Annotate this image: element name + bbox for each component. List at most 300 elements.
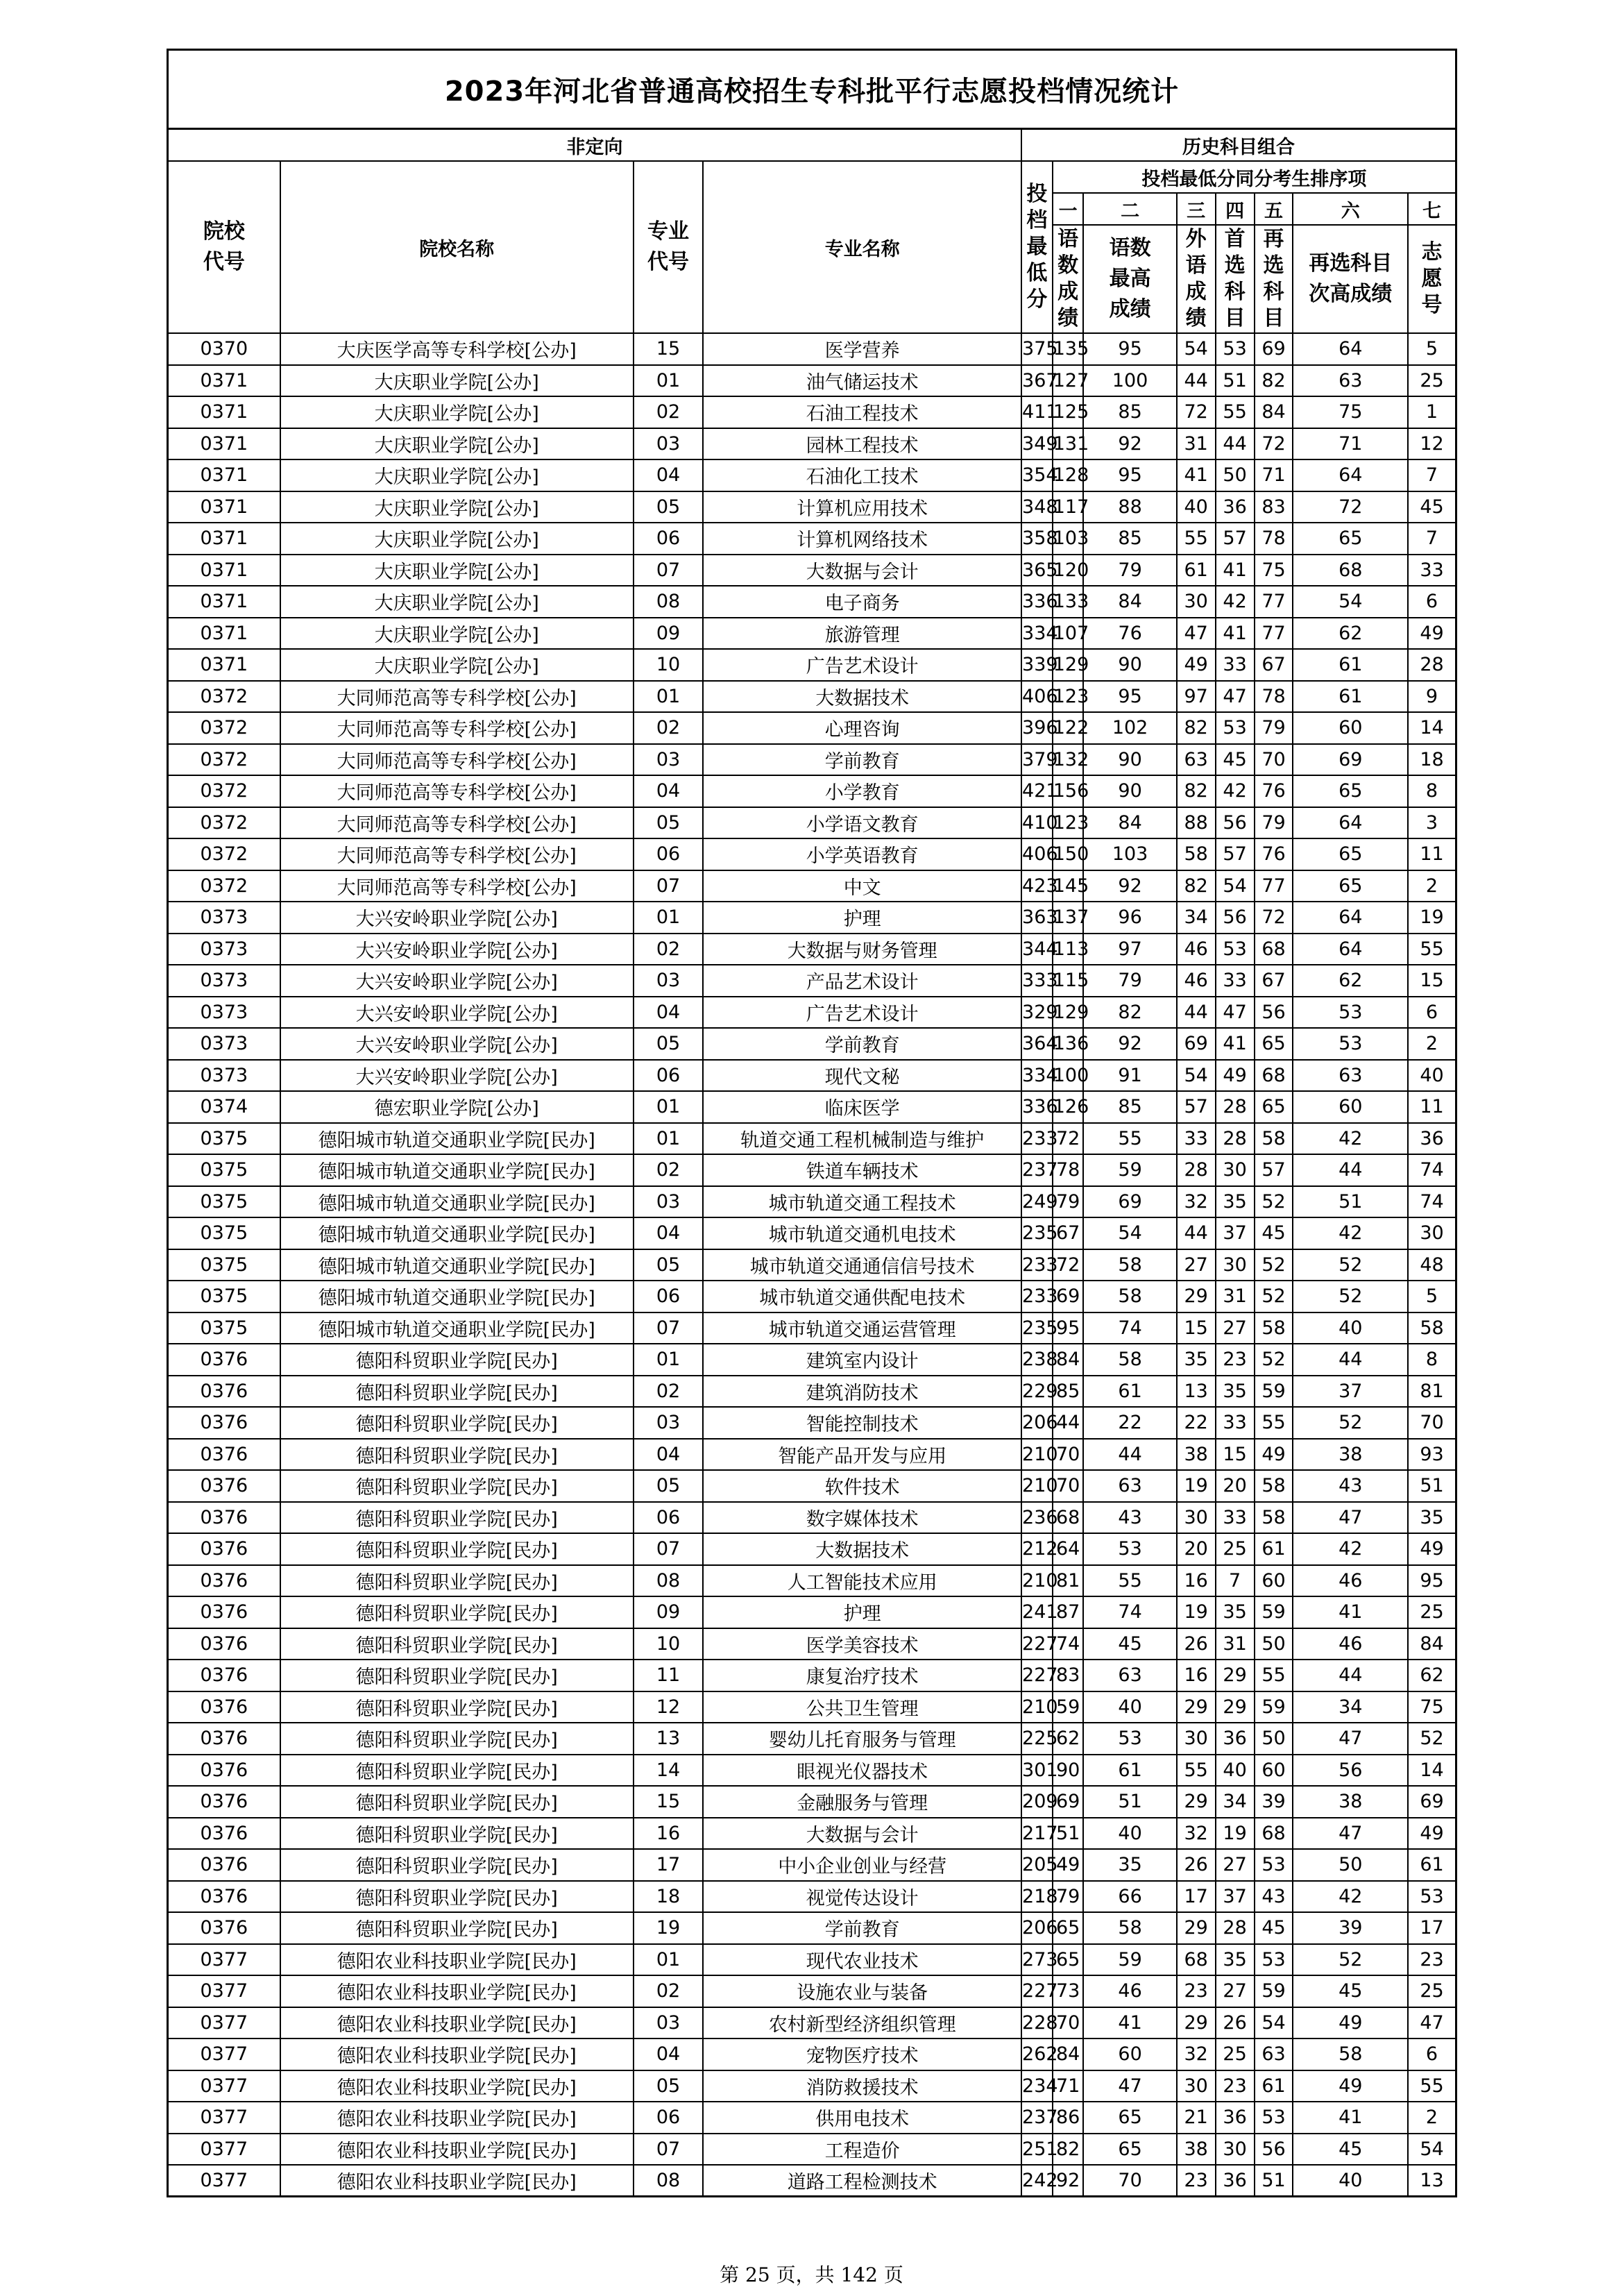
table-row (168, 365, 1456, 397)
cell-min-score: 212 (1021, 1533, 1053, 1565)
cell-rank-2: 53 (1083, 1533, 1176, 1565)
cell-min-score: 301 (1021, 1755, 1053, 1787)
cell-rank-5: 45 (1255, 1217, 1293, 1249)
cell-school-code: 0376 (168, 1502, 280, 1534)
cell-rank-5: 52 (1255, 1186, 1293, 1218)
cell-major-code: 01 (634, 1123, 704, 1155)
cell-rank-7: 33 (1408, 555, 1456, 586)
cell-rank-5: 58 (1255, 1312, 1293, 1344)
cell-major-code: 04 (634, 1439, 704, 1471)
cell-major-name: 眼视光仪器技术 (703, 1755, 1021, 1787)
table-row (168, 1470, 1456, 1502)
cell-rank-4: 41 (1216, 555, 1255, 586)
cell-rank-7: 49 (1408, 618, 1456, 650)
cell-rank-4: 42 (1216, 775, 1255, 807)
cell-rank-7: 49 (1408, 1818, 1456, 1850)
cell-rank-1: 64 (1053, 1533, 1084, 1565)
cell-major-code: 10 (634, 1628, 704, 1660)
cell-school-name: 德阳科贸职业学院[民办] (280, 1628, 634, 1660)
cell-rank-6: 34 (1293, 1691, 1408, 1723)
cell-rank-3: 88 (1177, 807, 1216, 839)
cell-rank-4: 31 (1216, 1281, 1255, 1312)
cell-rank-4: 49 (1216, 1060, 1255, 1092)
table-row (168, 1533, 1456, 1565)
cell-rank-6: 46 (1293, 1565, 1408, 1597)
cell-major-name: 园林工程技术 (703, 428, 1021, 460)
cell-major-code: 15 (634, 1786, 704, 1818)
cell-rank-1: 70 (1053, 1439, 1084, 1471)
cell-major-code: 19 (634, 1912, 704, 1944)
cell-rank-3: 15 (1177, 1312, 1216, 1344)
cell-rank-4: 27 (1216, 1849, 1255, 1881)
cell-rank-3: 32 (1177, 1186, 1216, 1218)
cell-major-name: 智能产品开发与应用 (703, 1439, 1021, 1471)
cell-min-score: 233 (1021, 1249, 1053, 1281)
cell-rank-2: 79 (1083, 555, 1176, 586)
cell-school-code: 0372 (168, 712, 280, 744)
cell-rank-1: 79 (1053, 1186, 1084, 1218)
rank-4: 四 (1216, 193, 1255, 225)
cell-rank-1: 69 (1053, 1281, 1084, 1312)
cell-school-name: 德阳科贸职业学院[民办] (280, 1502, 634, 1534)
cell-rank-3: 35 (1177, 1344, 1216, 1376)
cell-rank-3: 30 (1177, 2070, 1216, 2102)
cell-school-name: 大兴安岭职业学院[公办] (280, 997, 634, 1029)
cell-school-code: 0376 (168, 1376, 280, 1408)
cell-school-code: 0375 (168, 1154, 280, 1186)
cell-school-name: 德阳科贸职业学院[民办] (280, 1660, 634, 1691)
cell-rank-1: 133 (1053, 586, 1084, 618)
cell-rank-5: 39 (1255, 1786, 1293, 1818)
cell-major-code: 07 (634, 2134, 704, 2166)
col-header-major-code: 专业代号 (634, 161, 704, 333)
cell-school-code: 0376 (168, 1344, 280, 1376)
cell-major-name: 城市轨道交通工程技术 (703, 1186, 1021, 1218)
cell-min-score: 241 (1021, 1596, 1053, 1628)
cell-min-score: 367 (1021, 365, 1053, 397)
cell-rank-2: 90 (1083, 744, 1176, 776)
rank-5: 五 (1255, 193, 1293, 225)
table-row (168, 870, 1456, 902)
cell-school-code: 0373 (168, 965, 280, 997)
cell-rank-6: 61 (1293, 649, 1408, 681)
table-row (168, 333, 1456, 365)
cell-rank-7: 11 (1408, 838, 1456, 870)
cell-rank-1: 92 (1053, 2165, 1084, 2197)
table-row (168, 1376, 1456, 1408)
cell-major-name: 城市轨道交通运营管理 (703, 1312, 1021, 1344)
table-row (168, 1849, 1456, 1881)
cell-min-score: 209 (1021, 1786, 1053, 1818)
cell-rank-7: 14 (1408, 1755, 1456, 1787)
cell-rank-1: 71 (1053, 2070, 1084, 2102)
cell-major-name: 金融服务与管理 (703, 1786, 1021, 1818)
cell-major-name: 供用电技术 (703, 2102, 1021, 2134)
cell-school-code: 0375 (168, 1123, 280, 1155)
col-header-school-name: 院校名称 (280, 161, 634, 333)
table-row (168, 2134, 1456, 2166)
cell-school-name: 德宏职业学院[公办] (280, 1091, 634, 1123)
cell-min-score: 411 (1021, 396, 1053, 428)
cell-rank-1: 65 (1053, 1944, 1084, 1976)
cell-min-score: 233 (1021, 1281, 1053, 1312)
cell-school-name: 大兴安岭职业学院[公办] (280, 934, 634, 965)
cell-school-name: 德阳城市轨道交通职业学院[民办] (280, 1123, 634, 1155)
cell-major-code: 02 (634, 934, 704, 965)
cell-major-code: 03 (634, 2007, 704, 2039)
cell-rank-2: 82 (1083, 997, 1176, 1029)
cell-rank-7: 7 (1408, 459, 1456, 491)
cell-major-code: 06 (634, 1060, 704, 1092)
cell-rank-3: 97 (1177, 681, 1216, 713)
cell-rank-2: 85 (1083, 1091, 1176, 1123)
cell-major-name: 宠物医疗技术 (703, 2038, 1021, 2070)
cell-rank-3: 30 (1177, 1502, 1216, 1534)
cell-rank-2: 58 (1083, 1281, 1176, 1312)
cell-rank-3: 38 (1177, 1439, 1216, 1471)
cell-rank-4: 53 (1216, 712, 1255, 744)
cell-rank-7: 5 (1408, 333, 1456, 365)
cell-rank-2: 97 (1083, 934, 1176, 965)
cell-major-code: 07 (634, 555, 704, 586)
cell-major-name: 中小企业创业与经营 (703, 1849, 1021, 1881)
admission-table (167, 128, 1457, 2197)
cell-rank-6: 47 (1293, 1818, 1408, 1850)
cell-rank-4: 35 (1216, 1376, 1255, 1408)
cell-rank-2: 79 (1083, 965, 1176, 997)
table-row (168, 428, 1456, 460)
cell-rank-6: 64 (1293, 459, 1408, 491)
cell-rank-5: 61 (1255, 2070, 1293, 2102)
cell-rank-1: 90 (1053, 1755, 1084, 1787)
table-row (168, 1249, 1456, 1281)
cell-min-score: 210 (1021, 1691, 1053, 1723)
cell-rank-7: 62 (1408, 1660, 1456, 1691)
rank-2-label: 语数最高成绩 (1083, 225, 1176, 333)
cell-major-code: 17 (634, 1849, 704, 1881)
cell-rank-1: 107 (1053, 618, 1084, 650)
table-row (168, 1060, 1456, 1092)
cell-major-name: 广告艺术设计 (703, 997, 1021, 1029)
cell-school-name: 德阳科贸职业学院[民办] (280, 1786, 634, 1818)
cell-major-code: 13 (634, 1723, 704, 1755)
cell-rank-2: 61 (1083, 1755, 1176, 1787)
cell-rank-5: 60 (1255, 1565, 1293, 1597)
cell-rank-4: 33 (1216, 1502, 1255, 1534)
cell-school-name: 德阳科贸职业学院[民办] (280, 1596, 634, 1628)
cell-school-name: 德阳农业科技职业学院[民办] (280, 1944, 634, 1976)
cell-major-name: 城市轨道交通供配电技术 (703, 1281, 1021, 1312)
cell-rank-5: 65 (1255, 1028, 1293, 1060)
cell-rank-7: 35 (1408, 1502, 1456, 1534)
cell-min-score: 354 (1021, 459, 1053, 491)
cell-rank-7: 93 (1408, 1439, 1456, 1471)
cell-rank-3: 38 (1177, 2134, 1216, 2166)
cell-school-code: 0376 (168, 1786, 280, 1818)
cell-rank-6: 49 (1293, 2070, 1408, 2102)
cell-major-code: 12 (634, 1691, 704, 1723)
cell-rank-7: 8 (1408, 775, 1456, 807)
cell-school-name: 大同师范高等专科学校[公办] (280, 870, 634, 902)
cell-rank-4: 33 (1216, 649, 1255, 681)
cell-rank-5: 43 (1255, 1881, 1293, 1913)
cell-rank-6: 44 (1293, 1344, 1408, 1376)
cell-rank-1: 72 (1053, 1123, 1084, 1155)
cell-min-score: 333 (1021, 965, 1053, 997)
cell-rank-5: 78 (1255, 681, 1293, 713)
cell-rank-2: 85 (1083, 396, 1176, 428)
cell-rank-4: 23 (1216, 2070, 1255, 2102)
cell-school-code: 0376 (168, 1691, 280, 1723)
cell-school-name: 德阳农业科技职业学院[民办] (280, 2070, 634, 2102)
cell-major-code: 03 (634, 1186, 704, 1218)
cell-rank-6: 38 (1293, 1439, 1408, 1471)
cell-rank-4: 56 (1216, 902, 1255, 934)
cell-rank-4: 29 (1216, 1660, 1255, 1691)
cell-school-name: 大庆职业学院[公办] (280, 618, 634, 650)
cell-school-code: 0375 (168, 1281, 280, 1312)
cell-rank-4: 37 (1216, 1217, 1255, 1249)
cell-school-code: 0371 (168, 649, 280, 681)
cell-rank-2: 58 (1083, 1344, 1176, 1376)
cell-rank-3: 40 (1177, 491, 1216, 523)
document-page (167, 49, 1457, 2197)
cell-rank-3: 32 (1177, 1818, 1216, 1850)
table-body (168, 333, 1456, 2197)
cell-major-code: 04 (634, 997, 704, 1029)
cell-rank-6: 49 (1293, 2007, 1408, 2039)
cell-rank-3: 16 (1177, 1660, 1216, 1691)
cell-rank-7: 55 (1408, 2070, 1456, 2102)
cell-school-code: 0372 (168, 775, 280, 807)
cell-rank-3: 29 (1177, 2007, 1216, 2039)
cell-school-code: 0377 (168, 2038, 280, 2070)
cell-major-name: 智能控制技术 (703, 1407, 1021, 1439)
cell-rank-2: 65 (1083, 2134, 1176, 2166)
cell-major-code: 05 (634, 807, 704, 839)
cell-rank-1: 136 (1053, 1028, 1084, 1060)
cell-school-code: 0373 (168, 1028, 280, 1060)
cell-rank-1: 86 (1053, 2102, 1084, 2134)
cell-rank-5: 58 (1255, 1470, 1293, 1502)
cell-rank-2: 96 (1083, 902, 1176, 934)
cell-rank-3: 55 (1177, 523, 1216, 555)
cell-rank-1: 129 (1053, 649, 1084, 681)
cell-rank-6: 50 (1293, 1849, 1408, 1881)
cell-school-name: 德阳农业科技职业学院[民办] (280, 2038, 634, 2070)
cell-school-name: 大庆职业学院[公办] (280, 491, 634, 523)
cell-rank-5: 77 (1255, 618, 1293, 650)
cell-major-code: 05 (634, 1028, 704, 1060)
cell-min-score: 349 (1021, 428, 1053, 460)
cell-school-code: 0377 (168, 2134, 280, 2166)
cell-rank-5: 61 (1255, 1533, 1293, 1565)
cell-rank-3: 47 (1177, 618, 1216, 650)
cell-rank-5: 58 (1255, 1502, 1293, 1534)
cell-major-code: 03 (634, 744, 704, 776)
cell-major-name: 城市轨道交通机电技术 (703, 1217, 1021, 1249)
cell-rank-6: 43 (1293, 1470, 1408, 1502)
cell-school-name: 大庆职业学院[公办] (280, 459, 634, 491)
cell-major-code: 03 (634, 965, 704, 997)
cell-rank-3: 82 (1177, 775, 1216, 807)
cell-school-name: 德阳农业科技职业学院[民办] (280, 2165, 634, 2197)
cell-major-code: 01 (634, 681, 704, 713)
table-row (168, 838, 1456, 870)
cell-rank-3: 32 (1177, 2038, 1216, 2070)
cell-rank-4: 30 (1216, 2134, 1255, 2166)
cell-rank-2: 46 (1083, 1975, 1176, 2007)
cell-rank-3: 23 (1177, 2165, 1216, 2197)
cell-rank-4: 51 (1216, 365, 1255, 397)
cell-rank-6: 68 (1293, 555, 1408, 586)
cell-rank-4: 20 (1216, 1470, 1255, 1502)
rank-4-label: 首选科目 (1216, 225, 1255, 333)
cell-rank-4: 41 (1216, 1028, 1255, 1060)
cell-min-score: 334 (1021, 1060, 1053, 1092)
cell-rank-5: 52 (1255, 1281, 1293, 1312)
cell-major-code: 04 (634, 459, 704, 491)
cell-rank-1: 137 (1053, 902, 1084, 934)
cell-rank-7: 2 (1408, 1028, 1456, 1060)
cell-min-score: 273 (1021, 1944, 1053, 1976)
cell-rank-6: 71 (1293, 428, 1408, 460)
cell-rank-7: 70 (1408, 1407, 1456, 1439)
cell-rank-7: 9 (1408, 681, 1456, 713)
cell-rank-5: 76 (1255, 775, 1293, 807)
cell-school-name: 德阳科贸职业学院[民办] (280, 1533, 634, 1565)
cell-min-score: 225 (1021, 1723, 1053, 1755)
cell-rank-7: 6 (1408, 997, 1456, 1029)
cell-min-score: 348 (1021, 491, 1053, 523)
cell-rank-5: 53 (1255, 1849, 1293, 1881)
cell-major-code: 02 (634, 396, 704, 428)
cell-major-code: 01 (634, 365, 704, 397)
cell-rank-3: 46 (1177, 934, 1216, 965)
cell-rank-5: 82 (1255, 365, 1293, 397)
cell-major-code: 06 (634, 1281, 704, 1312)
cell-rank-2: 69 (1083, 1186, 1176, 1218)
table-row (168, 2007, 1456, 2039)
cell-rank-2: 76 (1083, 618, 1176, 650)
cell-rank-6: 60 (1293, 712, 1408, 744)
cell-rank-7: 25 (1408, 1596, 1456, 1628)
cell-school-name: 德阳农业科技职业学院[民办] (280, 2007, 634, 2039)
cell-rank-3: 55 (1177, 1755, 1216, 1787)
cell-rank-4: 44 (1216, 428, 1255, 460)
cell-school-code: 0373 (168, 1060, 280, 1092)
cell-rank-5: 76 (1255, 838, 1293, 870)
cell-rank-6: 46 (1293, 1628, 1408, 1660)
cell-rank-7: 30 (1408, 1217, 1456, 1249)
cell-school-name: 德阳科贸职业学院[民办] (280, 1470, 634, 1502)
cell-major-code: 06 (634, 523, 704, 555)
cell-major-code: 08 (634, 1565, 704, 1597)
cell-rank-1: 72 (1053, 1249, 1084, 1281)
cell-school-name: 大同师范高等专科学校[公办] (280, 838, 634, 870)
cell-rank-4: 28 (1216, 1912, 1255, 1944)
cell-rank-6: 60 (1293, 1091, 1408, 1123)
cell-rank-6: 64 (1293, 902, 1408, 934)
cell-rank-4: 30 (1216, 1154, 1255, 1186)
cell-major-name: 中文 (703, 870, 1021, 902)
cell-rank-4: 36 (1216, 2165, 1255, 2197)
cell-rank-2: 55 (1083, 1123, 1176, 1155)
rank-7: 七 (1408, 193, 1456, 225)
cell-rank-4: 47 (1216, 997, 1255, 1029)
cell-rank-2: 63 (1083, 1470, 1176, 1502)
cell-school-code: 0375 (168, 1186, 280, 1218)
cell-rank-5: 56 (1255, 997, 1293, 1029)
cell-rank-2: 35 (1083, 1849, 1176, 1881)
cell-rank-7: 95 (1408, 1565, 1456, 1597)
cell-rank-5: 79 (1255, 807, 1293, 839)
cell-rank-2: 65 (1083, 2102, 1176, 2134)
cell-school-code: 0371 (168, 555, 280, 586)
cell-rank-7: 2 (1408, 2102, 1456, 2134)
cell-rank-7: 81 (1408, 1376, 1456, 1408)
cell-rank-2: 95 (1083, 333, 1176, 365)
cell-school-code: 0376 (168, 1849, 280, 1881)
cell-rank-7: 8 (1408, 1344, 1456, 1376)
cell-school-name: 德阳科贸职业学院[民办] (280, 1344, 634, 1376)
cell-major-name: 大数据技术 (703, 681, 1021, 713)
rank-6: 六 (1293, 193, 1408, 225)
cell-rank-3: 21 (1177, 2102, 1216, 2134)
cell-major-name: 学前教育 (703, 1028, 1021, 1060)
cell-rank-4: 36 (1216, 491, 1255, 523)
cell-major-code: 01 (634, 1344, 704, 1376)
cell-major-name: 道路工程检测技术 (703, 2165, 1021, 2197)
cell-rank-4: 55 (1216, 396, 1255, 428)
cell-rank-5: 78 (1255, 523, 1293, 555)
cell-rank-4: 25 (1216, 1533, 1255, 1565)
cell-major-name: 建筑室内设计 (703, 1344, 1021, 1376)
cell-rank-5: 69 (1255, 333, 1293, 365)
cell-rank-7: 25 (1408, 365, 1456, 397)
cell-school-code: 0377 (168, 2165, 280, 2197)
cell-major-code: 02 (634, 1376, 704, 1408)
cell-major-code: 05 (634, 491, 704, 523)
cell-rank-2: 88 (1083, 491, 1176, 523)
group-header-non-directed: 非定向 (168, 129, 1022, 162)
cell-rank-1: 70 (1053, 1470, 1084, 1502)
cell-school-code: 0374 (168, 1091, 280, 1123)
cell-rank-4: 31 (1216, 1628, 1255, 1660)
cell-major-code: 05 (634, 1249, 704, 1281)
cell-rank-4: 7 (1216, 1565, 1255, 1597)
cell-major-code: 04 (634, 1217, 704, 1249)
cell-rank-2: 60 (1083, 2038, 1176, 2070)
cell-school-name: 德阳科贸职业学院[民办] (280, 1818, 634, 1850)
cell-rank-1: 129 (1053, 997, 1084, 1029)
cell-min-score: 206 (1021, 1912, 1053, 1944)
cell-rank-1: 117 (1053, 491, 1084, 523)
table-row (168, 618, 1456, 650)
cell-rank-4: 41 (1216, 618, 1255, 650)
cell-min-score: 344 (1021, 934, 1053, 965)
table-row (168, 1975, 1456, 2007)
cell-major-name: 公共卫生管理 (703, 1691, 1021, 1723)
cell-rank-1: 135 (1053, 333, 1084, 365)
cell-school-code: 0376 (168, 1912, 280, 1944)
col-header-major-name: 专业名称 (703, 161, 1021, 333)
cell-major-code: 06 (634, 838, 704, 870)
tie-break-header: 投档最低分同分考生排序项 (1053, 161, 1456, 193)
cell-min-score: 227 (1021, 1628, 1053, 1660)
cell-rank-5: 52 (1255, 1344, 1293, 1376)
cell-school-code: 0372 (168, 807, 280, 839)
